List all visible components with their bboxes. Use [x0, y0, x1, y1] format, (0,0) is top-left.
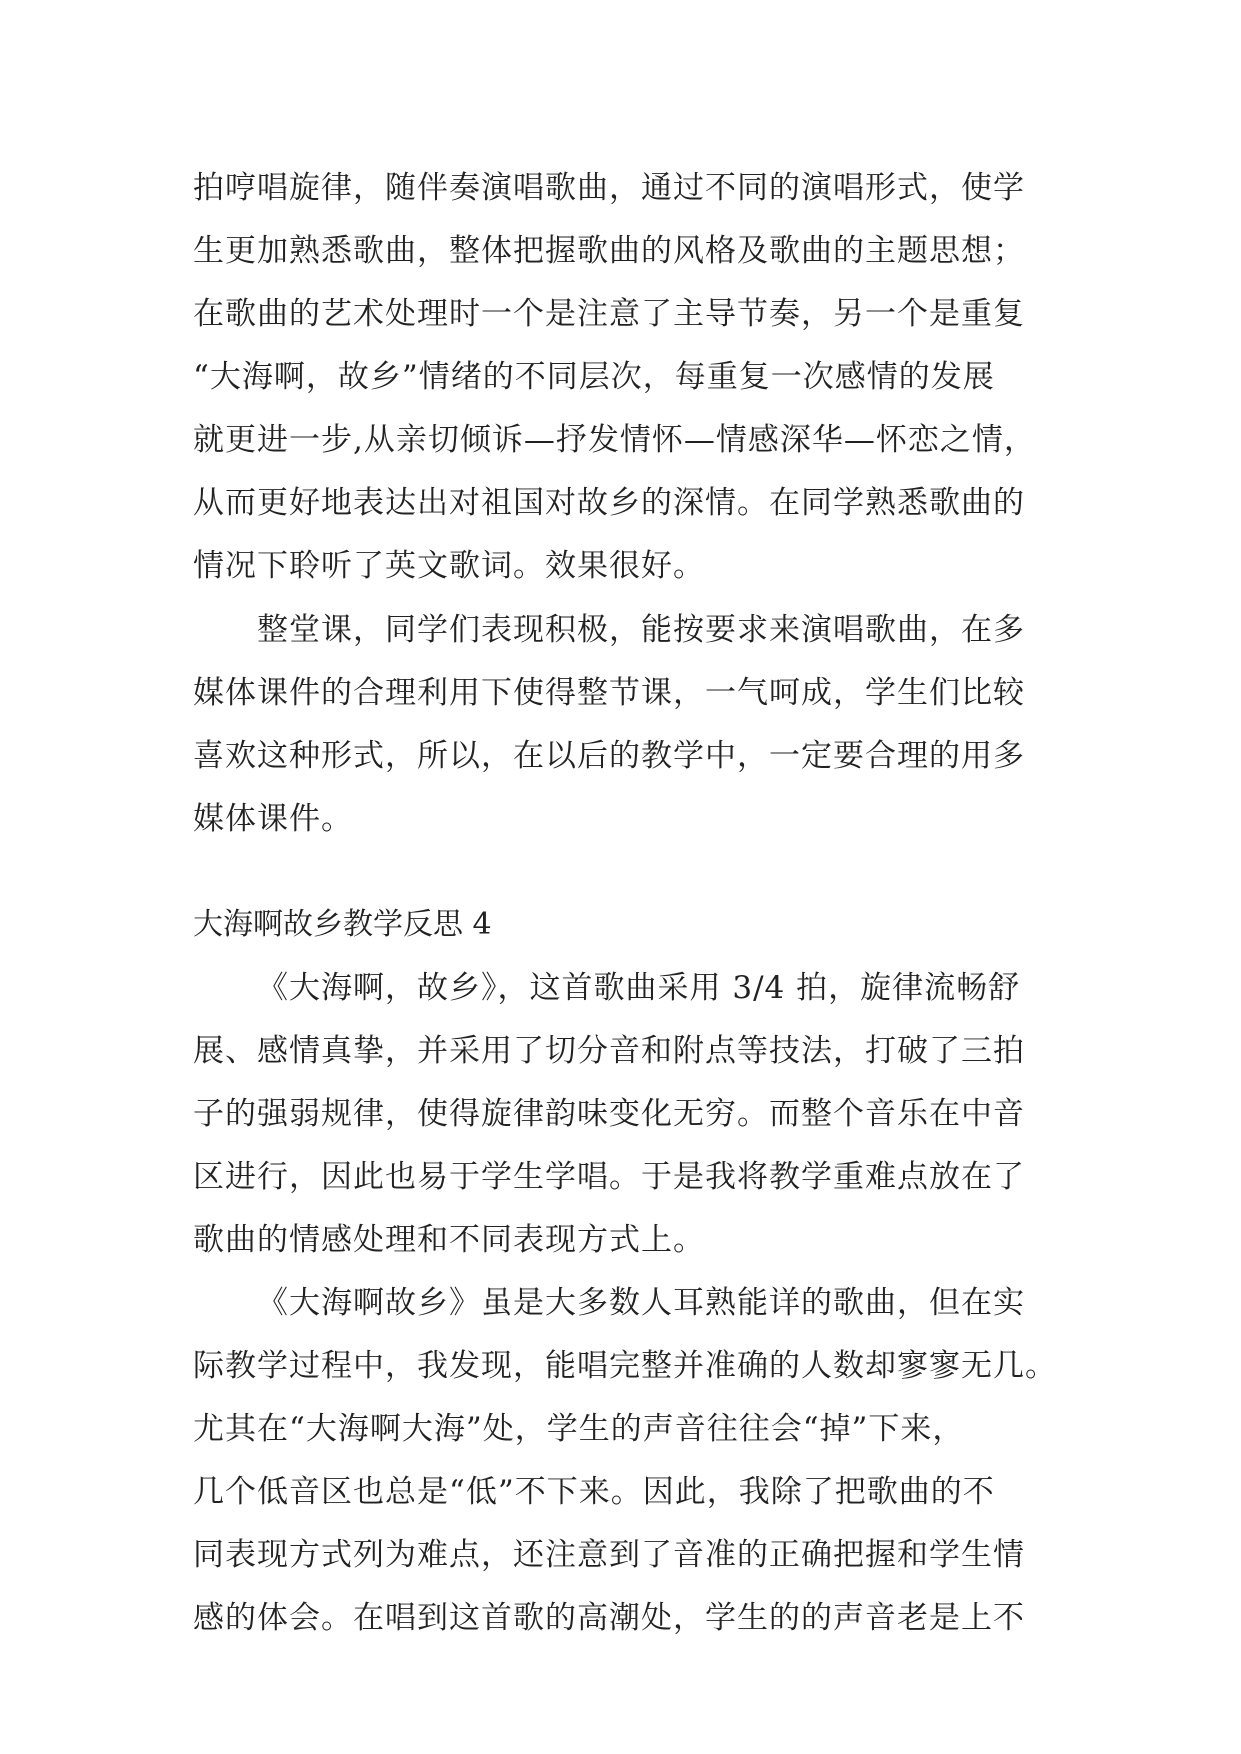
paragraph-line: 尤其在“大海啊大海”处，学生的声音往往会“掉”下来，: [193, 1411, 965, 1447]
paragraph-line: 在歌曲的艺术处理时一个是注意了主导节奏，另一个是重复: [193, 296, 1025, 332]
paragraph-line: 拍哼唱旋律，随伴奏演唱歌曲，通过不同的演唱形式，使学: [193, 170, 1025, 206]
paragraph-line: 喜欢这种形式，所以，在以后的教学中，一定要合理的用多: [193, 738, 1025, 774]
paragraph-line: 从而更好地表达出对祖国对故乡的深情。在同学熟悉歌曲的: [193, 485, 1025, 521]
paragraph-line: 展、感情真挚，并采用了切分音和附点等技法，打破了三拍: [193, 1033, 1025, 1069]
paragraph-line: 媒体课件。: [193, 801, 353, 837]
paragraph-line: 就更进一步,从亲切倾诉—抒发情怀—情感深华—怀恋之情，: [193, 422, 1036, 458]
paragraph-line: 生更加熟悉歌曲，整体把握歌曲的风格及歌曲的主题思想；: [193, 233, 1025, 269]
paragraph-line: 感的体会。在唱到这首歌的高潮处，学生的的声音老是上不: [193, 1600, 1025, 1636]
paragraph-line: 情况下聆听了英文歌词。效果很好。: [193, 548, 705, 584]
paragraph-line: 几个低音区也总是“低”不下来。因此，我除了把歌曲的不: [193, 1474, 995, 1510]
paragraph-line: 媒体课件的合理利用下使得整节课，一气呵成，学生们比较: [193, 675, 1025, 711]
paragraph-line: “大海啊，故乡”情绪的不同层次，每重复一次感情的发展: [193, 359, 995, 395]
paragraph-line: 子的强弱规律，使得旋律韵味变化无穷。而整个音乐在中音: [193, 1096, 1025, 1132]
paragraph-line: 《大海啊故乡》虽是大多数人耳熟能详的歌曲，但在实: [257, 1285, 1025, 1321]
paragraph-line: 《大海啊，故乡》，这首歌曲采用 3/4 拍，旋律流畅舒: [257, 970, 1021, 1006]
paragraph-line: 际教学过程中，我发现，能唱完整并准确的人数却寥寥无几。: [193, 1348, 1057, 1384]
section-heading: 大海啊故乡教学反思 4: [193, 907, 492, 942]
paragraph-line: 歌曲的情感处理和不同表现方式上。: [193, 1222, 705, 1258]
paragraph-line: 整堂课，同学们表现积极，能按要求来演唱歌曲，在多: [257, 612, 1025, 648]
paragraph-line: 同表现方式列为难点，还注意到了音准的正确把握和学生情: [193, 1537, 1025, 1573]
paragraph-line: 区进行，因此也易于学生学唱。于是我将教学重难点放在了: [193, 1159, 1025, 1195]
